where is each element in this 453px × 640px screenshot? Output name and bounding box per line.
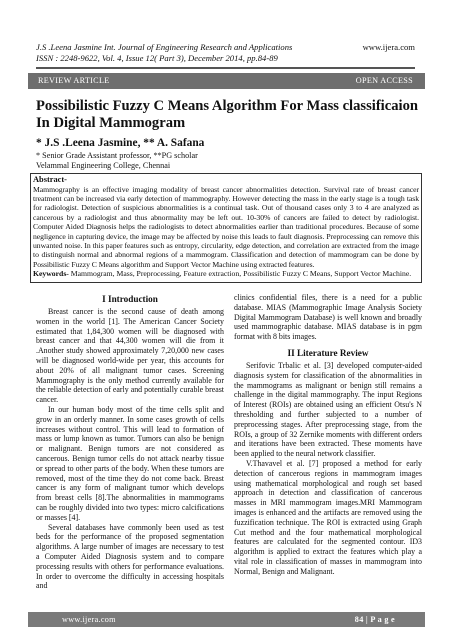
running-header <box>36 42 292 64</box>
abstract-heading: Abstract- <box>33 175 67 184</box>
abstract-box <box>30 173 422 283</box>
footer-bar <box>28 612 425 627</box>
affiliation-line: * Senior Grade Assistant professor, **PG scholar <box>36 151 198 160</box>
affiliation-line: Velammal Engineering College, Chennai <box>36 161 171 171</box>
paragraph: Several databases have commonly been used as test beds for the performance of the proposed segmentation algorithms. A large number of images are necessary to test a Computer Aided Diagnosis system and to compare processing results with others for performance evaluations. In order to overcome the difficulty in accessing hospitals and <box>36 522 224 591</box>
header-divider <box>36 67 415 69</box>
paragraph: Breast cancer is the second cause of death among women in the world [1]. The American Cancer Society estimated that 1,84,300 women will be diagnosed with breast cancer and that 44,300 women will die from it .Another study showed approximately 7,20,000 new cases will be diagnosed world-wide per year, this accounts for about 20% of all malignant tumor cases. Screening Mammography is the only method currently available for the reliable detection of early and potentially curable breast cancer. <box>36 307 224 405</box>
keywords <box>33 269 419 278</box>
page-number: 84 | P a g e <box>354 615 395 624</box>
keywords-text: Mammogram, Mass, Preprocessing, Feature extraction, Possibilistic Fuzzy C Means, Support Vector Machine. <box>68 269 412 279</box>
abstract-text: Mammography is an effective imaging modality of breast cancer abnormalities detection. Survival rate of breast cancer treatment can be increased via early detection of mammography. However detecting the mass in the early stage is a tough task for radiologist. Detection of suspicious abnormalities is a continual task. Out of thousand cases only 3 to 4 are analyzed as cancerous by a radiologist and thus abnormality may be left out. 10-30% of cancers are failed to detect by radiologist. Computer Aided Diagnosis helps the radiologists to detect abnormalities earlier than traditional procedures. Because of some negligence in capturing device, the image may be affected by noise this leads to fault diagnosis. Preprocessing can remove this unwanted noise. In this paper features such as entropy, circularity, edge detection, and correlation are extracted from the image to distinguish normal and abnormal regions of a mammogram. Classification and detection of mammogram can be done by Possibilistic Fuzzy C Means algorithm and Support Vector Machine using extracted features. <box>33 184 419 269</box>
authors: * J.S .Leena Jasmine, ** A. Safana <box>36 137 205 149</box>
section-heading-literature-review: II Literature Review <box>287 347 369 358</box>
journal-line-2: ISSN : 2248-9622, Vol. 4, Issue 12( Part 3), December 2014, pp.84-89 <box>36 53 278 63</box>
review-article-label: REVIEW ARTICLE <box>38 76 110 85</box>
header-site-link[interactable]: www.ijera.com <box>362 42 415 52</box>
article-type-banner <box>28 73 425 89</box>
paragraph-continued: clinics confidential files, there is a need for a public database. MIAS (Mammographic Image Analysis Society Digital Mammogram Database) is well known and broadly used mammographic database. MIAS database is in pgm format with 8 bits images. <box>234 293 422 342</box>
paragraph: V.Thavavel et al. [7] proposed a method for early detection of cancerous regions in mammogram images using mathematical morphological and rough set based approach in detection and classification of cancerous masses in MRI mammogram images.MRI Mammogram images is enhanced and the artifacts are removed using the fuzzification technique. The ROI is extracted using Graph Cut method and the four mathematical morphological features are calculated for the segmented contour. ID3 algorithm is applied to extract the features which play a vital role in classification of masses in mammogram into Normal, Benign and Malignant. <box>234 458 422 576</box>
paragraph: Serifovic Trbalic et al. [3] developed computer-aided diagnosis system for classification of the abnormalities in the mammograms as malignant or benign still remains a challenge in the digital mammography. The input Regions of Interest (ROIs) are obtained using an efficient Otsu's N thresholding and further subjected to a number of preprocessing stages. After preprocessing stage, from the ROIs, a group of 32 Zernike moments with different orders and iterations have been extracted. These moments have been applied to the neural network classifier. <box>234 360 422 459</box>
footer-site-link[interactable]: www.ijera.com <box>62 615 116 624</box>
right-column <box>234 293 422 577</box>
section-heading-introduction: I Introduction <box>102 294 158 304</box>
paper-title: Possibilistic Fuzzy C Means Algorithm For Mass classificaion In Digital Mammogram <box>36 98 418 131</box>
journal-line-1: J.S .Leena Jasmine Int. Journal of Engineering Research and Applications <box>36 42 293 52</box>
keywords-label: Keywords- <box>33 269 69 279</box>
left-column <box>36 293 224 591</box>
paragraph: In our human body most of the time cells split and grow in an orderly manner. In some cases growth of cells increases without control. This will lead to formation of mass or lump known as tumor. Tumors can also be benign or malignant. Benign tumors are not considered as cancerous. Benign tumor cells do not attack nearby tissue or spread to other parts of the body. When these tumors are removed, most of the time they do not come back. Breast cancer is any form of malignant tumor which develops from breast cells [8].The abnormalities in mammograms can be roughly divided into two types: micro calcifications or masses [4]. <box>36 404 224 522</box>
affiliation <box>36 151 198 172</box>
open-access-label: OPEN ACCESS <box>355 76 413 85</box>
